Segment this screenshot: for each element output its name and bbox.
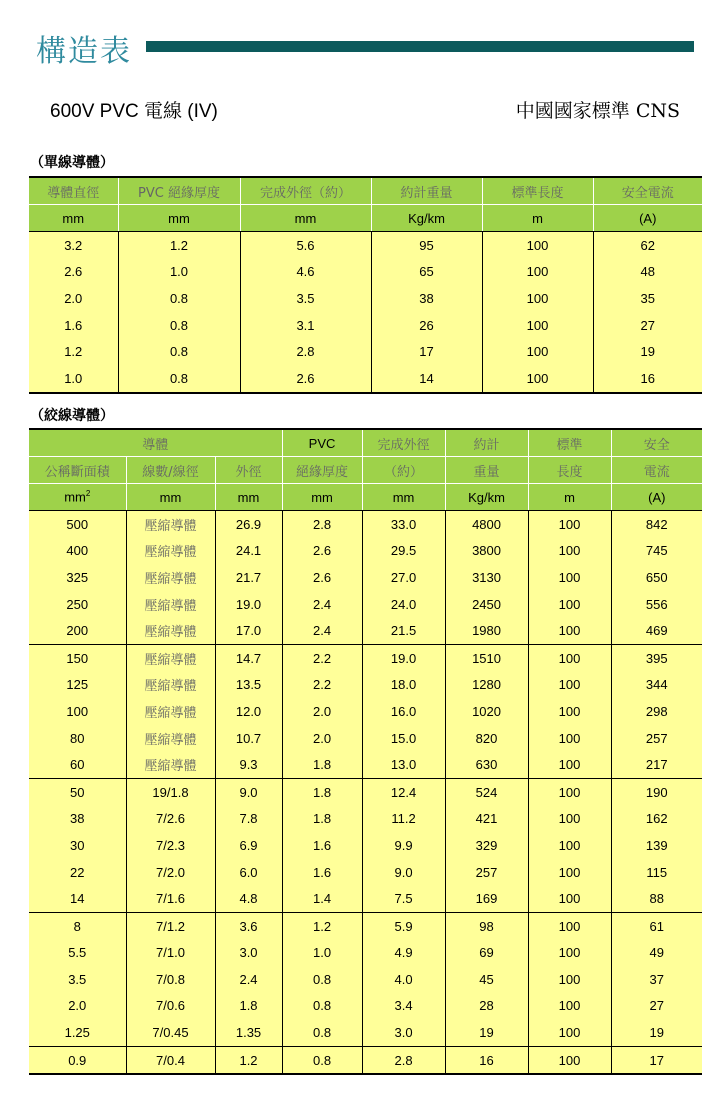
table-cell: 26: [371, 312, 482, 339]
table-cell: 18.0: [362, 672, 445, 699]
table-cell: 1.8: [282, 751, 362, 778]
table-cell: 19.0: [362, 644, 445, 671]
stranded-unit-cell: mm: [215, 484, 282, 511]
table-cell: 1.6: [282, 859, 362, 886]
table-cell: 100: [528, 885, 611, 912]
table-cell: 469: [611, 617, 702, 644]
table-cell: 12.4: [362, 778, 445, 805]
table-cell: 38: [371, 285, 482, 312]
table-cell: 17.0: [215, 617, 282, 644]
table-cell: 27.0: [362, 564, 445, 591]
table-cell: 7/1.0: [126, 940, 215, 967]
table-cell: 98: [445, 912, 528, 939]
table-cell: 0.8: [118, 285, 240, 312]
table-cell: 100: [528, 859, 611, 886]
table-cell: 100: [528, 698, 611, 725]
stranded-section-label: （絞線導體）: [30, 407, 114, 423]
table-cell: 19: [445, 1019, 528, 1046]
table-row: [29, 259, 702, 286]
table-cell: 100: [528, 725, 611, 752]
table-row: [29, 564, 702, 591]
table-cell: 3130: [445, 564, 528, 591]
table-cell: 6.0: [215, 859, 282, 886]
table-row: [29, 338, 702, 365]
header-weight: 約計: [445, 429, 528, 457]
table-row: [29, 312, 702, 339]
table-cell: 100: [528, 751, 611, 778]
table-cell: 7.8: [215, 806, 282, 833]
table-row: [29, 966, 702, 993]
solid-units-row: [29, 205, 702, 232]
table-cell: 9.3: [215, 751, 282, 778]
table-cell: 100: [528, 538, 611, 565]
table-cell: 1.0: [282, 940, 362, 967]
table-row: [29, 751, 702, 778]
table-cell: 7/0.45: [126, 1019, 215, 1046]
table-cell: 16.0: [362, 698, 445, 725]
table-cell: 16: [593, 365, 702, 393]
table-cell: 壓縮導體: [126, 672, 215, 699]
table-cell: 100: [528, 993, 611, 1020]
solid-header-cell: 導體直徑: [29, 177, 118, 205]
table-cell: 33.0: [362, 511, 445, 538]
table-cell: 190: [611, 778, 702, 805]
table-cell: 100: [528, 644, 611, 671]
table-cell: 3.5: [29, 966, 126, 993]
table-row: [29, 885, 702, 912]
table-cell: 7.5: [362, 885, 445, 912]
table-cell: 1.8: [215, 993, 282, 1020]
table-cell: 100: [528, 564, 611, 591]
table-cell: 100: [528, 912, 611, 939]
table-cell: 2450: [445, 591, 528, 618]
table-row: [29, 912, 702, 939]
table-cell: 19.0: [215, 591, 282, 618]
table-cell: 100: [482, 365, 593, 393]
table-cell: 100: [528, 1046, 611, 1074]
solid-header-cell: 約計重量: [371, 177, 482, 205]
table-cell: 100: [528, 672, 611, 699]
table-cell: 1.35: [215, 1019, 282, 1046]
table-cell: 95: [371, 232, 482, 259]
table-cell: 100: [528, 617, 611, 644]
table-cell: 1.6: [29, 312, 118, 339]
table-cell: 820: [445, 725, 528, 752]
table-row: [29, 778, 702, 805]
table-row: [29, 698, 702, 725]
table-cell: 48: [593, 259, 702, 286]
table-cell: 49: [611, 940, 702, 967]
table-cell: 3800: [445, 538, 528, 565]
table-cell: 19: [593, 338, 702, 365]
solid-unit-cell: Kg/km: [371, 205, 482, 232]
stranded-units-row: [29, 484, 702, 511]
table-cell: 27: [611, 993, 702, 1020]
table-cell: 200: [29, 617, 126, 644]
solid-header-row: [29, 177, 702, 205]
table-cell: 80: [29, 725, 126, 752]
table-cell: 1980: [445, 617, 528, 644]
stranded-header-top: [29, 429, 702, 457]
standard-name: 中國國家標準 CNS: [515, 100, 680, 122]
stranded-header-cell: 重量: [445, 457, 528, 484]
stranded-header-cell: 絕緣厚度: [282, 457, 362, 484]
table-cell: 150: [29, 644, 126, 671]
table-cell: 2.0: [282, 725, 362, 752]
table-cell: 14: [29, 885, 126, 912]
table-row: [29, 511, 702, 538]
table-cell: 9.0: [215, 778, 282, 805]
solid-header-cell: PVC 絕緣厚度: [118, 177, 240, 205]
table-cell: 壓縮導體: [126, 617, 215, 644]
table-cell: 壓縮導體: [126, 725, 215, 752]
table-row: [29, 1019, 702, 1046]
table-cell: 7/0.4: [126, 1046, 215, 1074]
table-cell: 162: [611, 806, 702, 833]
header-pvc: PVC: [282, 429, 362, 457]
table-cell: 400: [29, 538, 126, 565]
table-cell: 2.2: [282, 672, 362, 699]
table-cell: 100: [482, 285, 593, 312]
table-cell: 100: [528, 940, 611, 967]
table-cell: 630: [445, 751, 528, 778]
table-cell: 4.0: [362, 966, 445, 993]
table-cell: 745: [611, 538, 702, 565]
table-cell: 5.6: [240, 232, 371, 259]
table-row: [29, 940, 702, 967]
table-cell: 100: [482, 338, 593, 365]
table-cell: 1.0: [29, 365, 118, 393]
table-cell: 0.8: [282, 966, 362, 993]
table-cell: 556: [611, 591, 702, 618]
table-cell: 69: [445, 940, 528, 967]
table-cell: 15.0: [362, 725, 445, 752]
table-cell: 2.4: [282, 617, 362, 644]
table-cell: 9.9: [362, 832, 445, 859]
table-cell: 100: [528, 806, 611, 833]
table-cell: 7/1.6: [126, 885, 215, 912]
table-cell: 125: [29, 672, 126, 699]
table-row: [29, 232, 702, 259]
table-cell: 3.2: [29, 232, 118, 259]
header-current: 安全: [611, 429, 702, 457]
table-cell: 344: [611, 672, 702, 699]
table-cell: 7/2.0: [126, 859, 215, 886]
header-length: 標準: [528, 429, 611, 457]
table-cell: 24.0: [362, 591, 445, 618]
table-row: [29, 725, 702, 752]
table-cell: 10.7: [215, 725, 282, 752]
table-cell: 100: [528, 778, 611, 805]
table-row: [29, 365, 702, 393]
table-cell: 1.6: [282, 832, 362, 859]
table-cell: 217: [611, 751, 702, 778]
table-cell: 100: [528, 966, 611, 993]
table-cell: 5.5: [29, 940, 126, 967]
table-cell: 2.8: [240, 338, 371, 365]
stranded-header-bottom: [29, 457, 702, 484]
table-row: [29, 672, 702, 699]
stranded-unit-cell: Kg/km: [445, 484, 528, 511]
table-cell: 1.0: [118, 259, 240, 286]
solid-header-cell: 標準長度: [482, 177, 593, 205]
table-cell: 37: [611, 966, 702, 993]
table-row: [29, 538, 702, 565]
table-cell: 257: [611, 725, 702, 752]
table-cell: 2.8: [282, 511, 362, 538]
solid-header-cell: 完成外徑（約）: [240, 177, 371, 205]
table-cell: 100: [528, 511, 611, 538]
table-cell: 7/0.6: [126, 993, 215, 1020]
table-cell: 7/2.6: [126, 806, 215, 833]
table-cell: 3.4: [362, 993, 445, 1020]
table-cell: 0.8: [282, 1046, 362, 1074]
table-cell: 1.8: [282, 778, 362, 805]
table-cell: 1510: [445, 644, 528, 671]
table-row: [29, 1046, 702, 1074]
table-cell: 5.9: [362, 912, 445, 939]
table-cell: 329: [445, 832, 528, 859]
stranded-unit-cell: (A): [611, 484, 702, 511]
table-row: [29, 859, 702, 886]
table-cell: 30: [29, 832, 126, 859]
unit-area: $mm^2$: [29, 484, 126, 511]
table-cell: 26.9: [215, 511, 282, 538]
table-cell: 100: [528, 591, 611, 618]
table-cell: 4.9: [362, 940, 445, 967]
table-cell: 28: [445, 993, 528, 1020]
table-cell: 2.8: [362, 1046, 445, 1074]
table-cell: 650: [611, 564, 702, 591]
table-cell: 3.0: [215, 940, 282, 967]
table-cell: 257: [445, 859, 528, 886]
table-cell: 0.9: [29, 1046, 126, 1074]
table-cell: 1.2: [215, 1046, 282, 1074]
table-cell: 2.6: [29, 259, 118, 286]
table-cell: 0.8: [118, 365, 240, 393]
table-cell: 2.4: [282, 591, 362, 618]
table-cell: 45: [445, 966, 528, 993]
table-cell: 19/1.8: [126, 778, 215, 805]
table-cell: 1020: [445, 698, 528, 725]
table-cell: 壓縮導體: [126, 644, 215, 671]
table-cell: 0.8: [118, 338, 240, 365]
stranded-header-cell: 電流: [611, 457, 702, 484]
table-cell: 61: [611, 912, 702, 939]
table-cell: 7/0.8: [126, 966, 215, 993]
table-cell: 1.2: [118, 232, 240, 259]
table-cell: 11.2: [362, 806, 445, 833]
table-cell: 22: [29, 859, 126, 886]
table-row: [29, 806, 702, 833]
table-cell: 7/2.3: [126, 832, 215, 859]
table-cell: 13.5: [215, 672, 282, 699]
table-row: [29, 644, 702, 671]
table-cell: 2.6: [282, 564, 362, 591]
table-cell: 100: [528, 1019, 611, 1046]
title-bar-decoration: [146, 41, 694, 52]
table-cell: 21.5: [362, 617, 445, 644]
table-cell: 16: [445, 1046, 528, 1074]
table-cell: 29.5: [362, 538, 445, 565]
table-cell: 3.0: [362, 1019, 445, 1046]
table-cell: 100: [482, 259, 593, 286]
table-cell: 4800: [445, 511, 528, 538]
stranded-conductor-table: [29, 428, 702, 1075]
table-cell: 50: [29, 778, 126, 805]
table-cell: 2.6: [240, 365, 371, 393]
stranded-unit-cell: mm: [362, 484, 445, 511]
table-cell: 2.2: [282, 644, 362, 671]
table-cell: 2.6: [282, 538, 362, 565]
table-cell: 1.8: [282, 806, 362, 833]
table-cell: 298: [611, 698, 702, 725]
table-cell: 壓縮導體: [126, 698, 215, 725]
table-cell: 2.0: [282, 698, 362, 725]
page-title: 構造表: [36, 34, 132, 69]
header-od: 完成外徑: [362, 429, 445, 457]
solid-conductor-table: [29, 176, 702, 394]
table-cell: 壓縮導體: [126, 511, 215, 538]
stranded-unit-cell: mm: [126, 484, 215, 511]
table-cell: 2.0: [29, 285, 118, 312]
table-cell: 2.4: [215, 966, 282, 993]
table-cell: 100: [482, 232, 593, 259]
table-cell: 4.8: [215, 885, 282, 912]
table-cell: 65: [371, 259, 482, 286]
table-cell: 524: [445, 778, 528, 805]
table-cell: 7/1.2: [126, 912, 215, 939]
table-cell: 35: [593, 285, 702, 312]
table-cell: 0.8: [282, 1019, 362, 1046]
table-cell: 1.2: [282, 912, 362, 939]
table-cell: 24.1: [215, 538, 282, 565]
table-cell: 100: [482, 312, 593, 339]
table-cell: 88: [611, 885, 702, 912]
table-cell: 250: [29, 591, 126, 618]
table-cell: 21.7: [215, 564, 282, 591]
table-cell: 14.7: [215, 644, 282, 671]
table-cell: 6.9: [215, 832, 282, 859]
table-cell: 62: [593, 232, 702, 259]
table-cell: 421: [445, 806, 528, 833]
table-cell: 壓縮導體: [126, 591, 215, 618]
table-row: [29, 617, 702, 644]
table-row: [29, 993, 702, 1020]
table-cell: 60: [29, 751, 126, 778]
table-cell: 169: [445, 885, 528, 912]
table-cell: 0.8: [282, 993, 362, 1020]
product-name: 600V PVC 電線 (IV): [50, 101, 218, 122]
table-cell: 27: [593, 312, 702, 339]
solid-header-cell: 安全電流: [593, 177, 702, 205]
table-cell: 500: [29, 511, 126, 538]
header-conductor: 導體: [29, 429, 282, 457]
stranded-header-cell: （約）: [362, 457, 445, 484]
table-row: [29, 832, 702, 859]
table-row: [29, 285, 702, 312]
table-cell: 壓縮導體: [126, 564, 215, 591]
table-cell: 139: [611, 832, 702, 859]
table-cell: 14: [371, 365, 482, 393]
table-cell: 115: [611, 859, 702, 886]
stranded-header-cell: 長度: [528, 457, 611, 484]
table-cell: 17: [611, 1046, 702, 1074]
table-cell: 1.4: [282, 885, 362, 912]
table-cell: 842: [611, 511, 702, 538]
table-cell: 3.6: [215, 912, 282, 939]
solid-unit-cell: mm: [118, 205, 240, 232]
table-cell: 1280: [445, 672, 528, 699]
table-cell: 3.1: [240, 312, 371, 339]
table-cell: 8: [29, 912, 126, 939]
solid-unit-cell: mm: [29, 205, 118, 232]
table-cell: 100: [29, 698, 126, 725]
table-cell: 325: [29, 564, 126, 591]
table-cell: 壓縮導體: [126, 751, 215, 778]
stranded-unit-cell: mm: [282, 484, 362, 511]
solid-section-label: （單線導體）: [30, 154, 114, 170]
table-cell: 395: [611, 644, 702, 671]
table-cell: 1.25: [29, 1019, 126, 1046]
table-cell: 0.8: [118, 312, 240, 339]
table-cell: 13.0: [362, 751, 445, 778]
table-cell: 3.5: [240, 285, 371, 312]
table-cell: 38: [29, 806, 126, 833]
stranded-header-cell: 外徑: [215, 457, 282, 484]
table-cell: 9.0: [362, 859, 445, 886]
solid-unit-cell: (A): [593, 205, 702, 232]
table-cell: 2.0: [29, 993, 126, 1020]
table-cell: 1.2: [29, 338, 118, 365]
table-row: [29, 591, 702, 618]
solid-unit-cell: m: [482, 205, 593, 232]
solid-unit-cell: mm: [240, 205, 371, 232]
stranded-header-cell: 公稱斷面積: [29, 457, 126, 484]
table-cell: 4.6: [240, 259, 371, 286]
table-cell: 100: [528, 832, 611, 859]
table-cell: 12.0: [215, 698, 282, 725]
table-cell: 19: [611, 1019, 702, 1046]
stranded-unit-cell: m: [528, 484, 611, 511]
table-cell: 壓縮導體: [126, 538, 215, 565]
table-cell: 17: [371, 338, 482, 365]
stranded-header-cell: 線數/線徑: [126, 457, 215, 484]
